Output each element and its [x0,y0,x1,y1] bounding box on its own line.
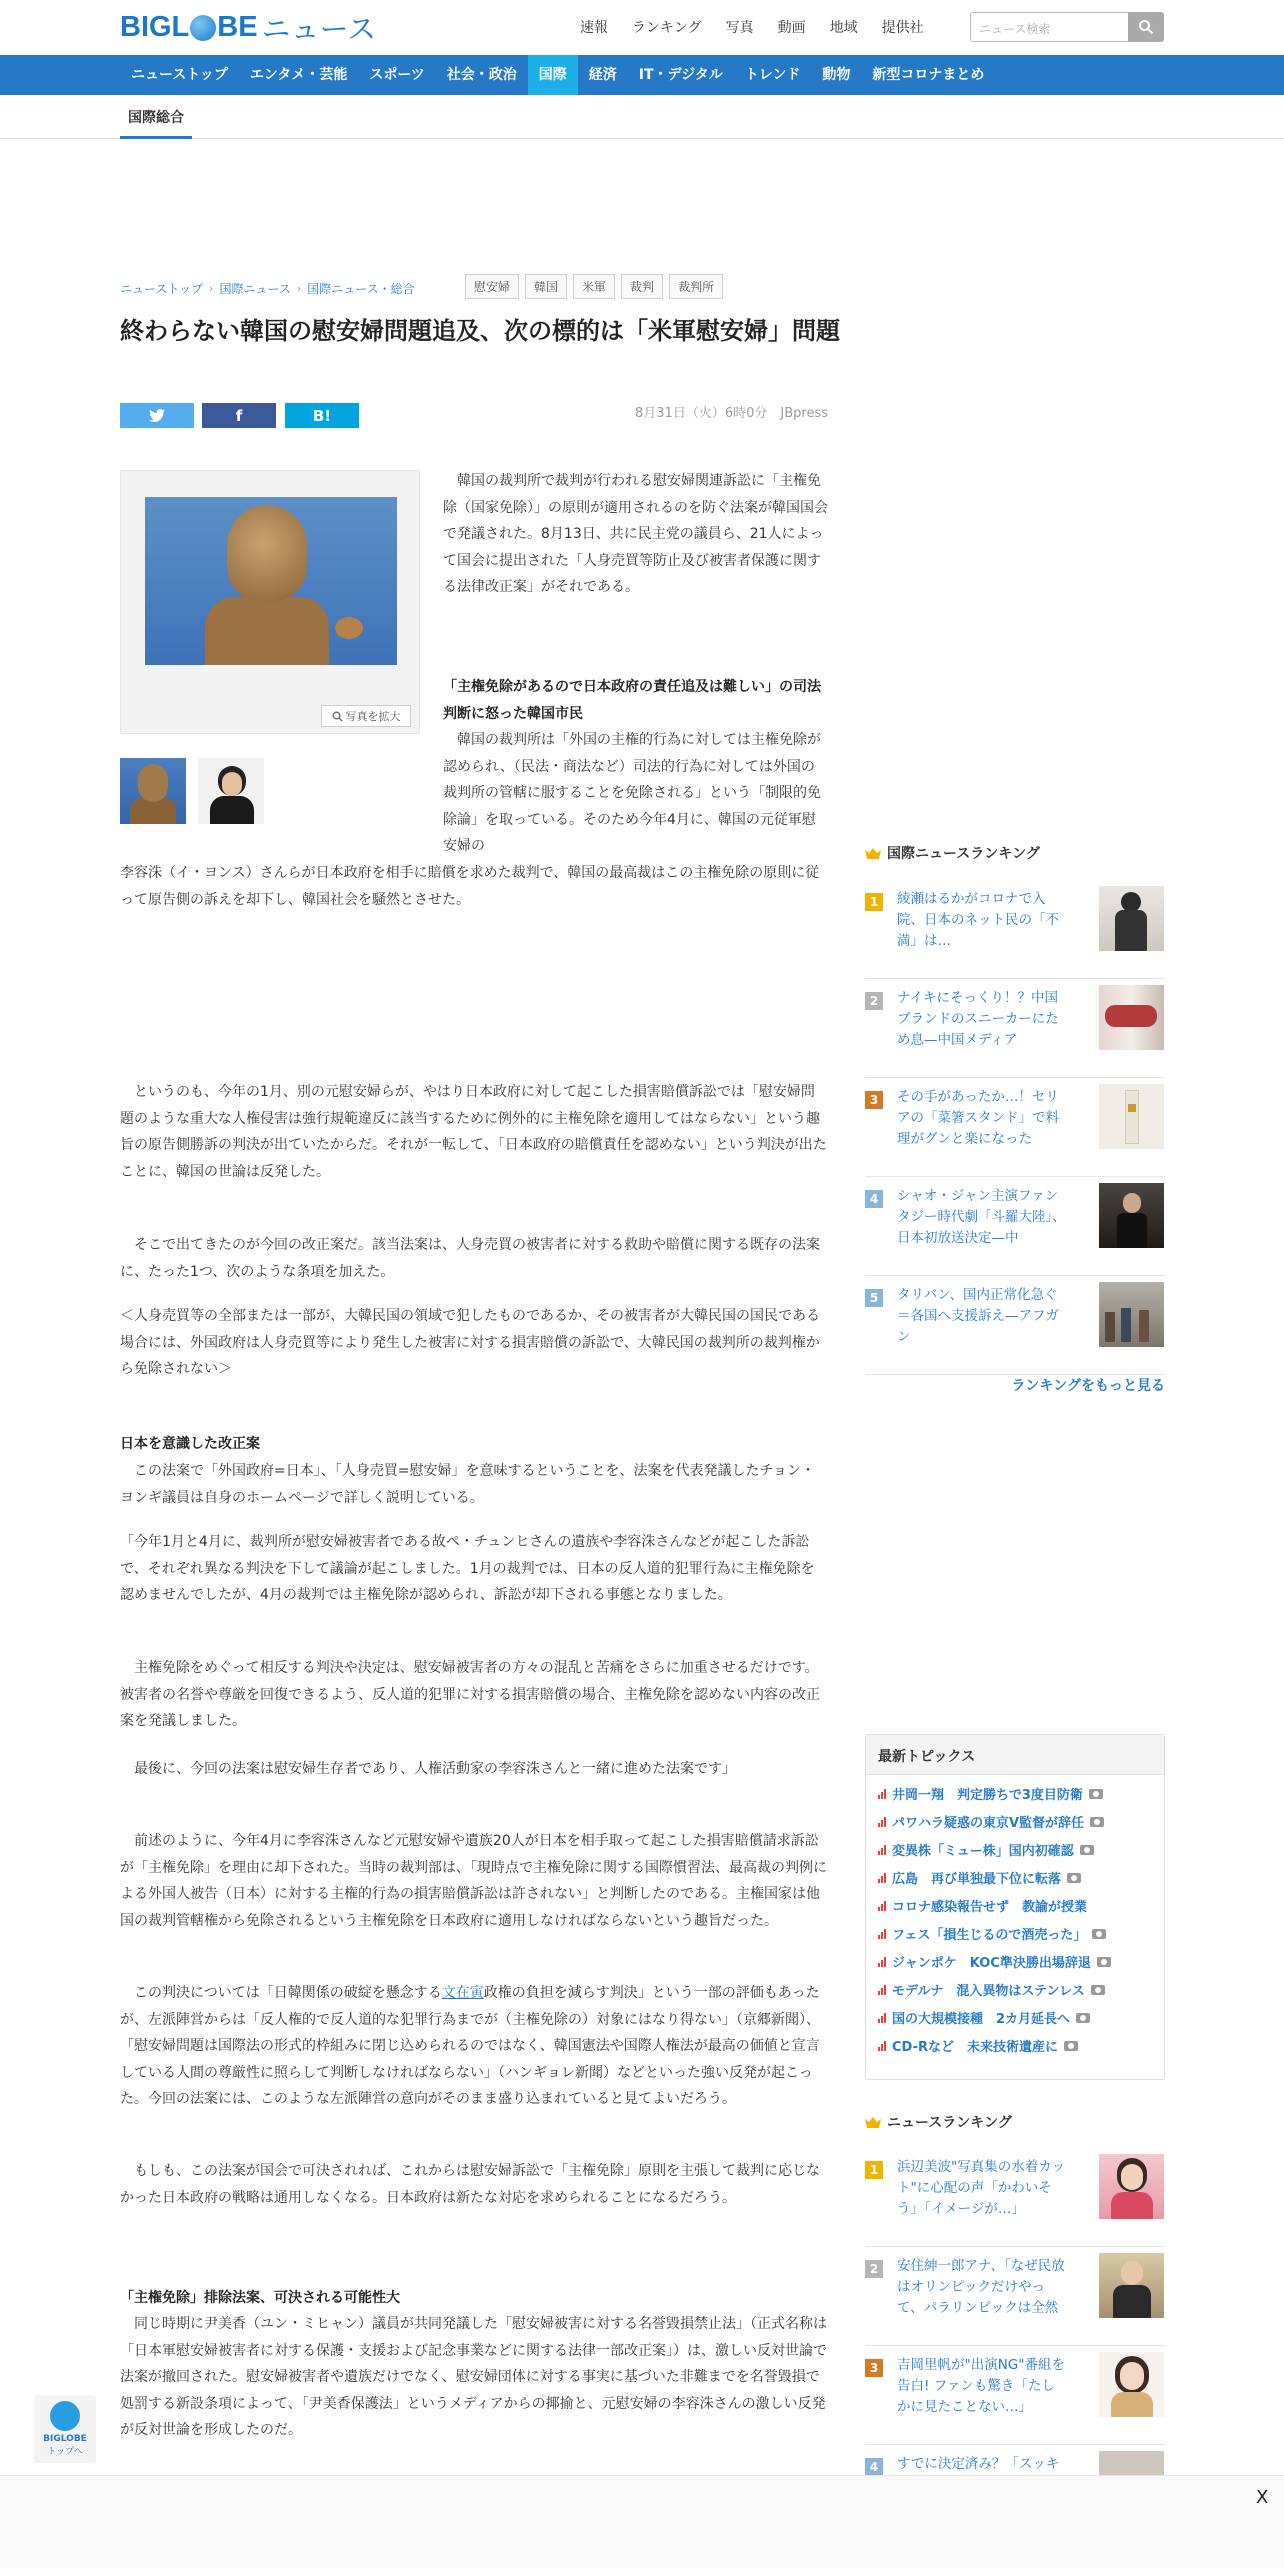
article-subheading: 日本を意識した改正案 [120,1436,260,1452]
search-icon [1138,19,1154,35]
topic-item[interactable] [878,1784,1103,1803]
bar-chart-icon [878,1985,886,1995]
topic-item[interactable] [878,1980,1105,1999]
header-links [580,17,948,37]
camera-icon [1097,1957,1111,1967]
photo-zoom-label: 写真を拡大 [345,710,401,723]
bottom-ad-overlay [0,2475,1284,2568]
topic-item[interactable] [878,1868,1081,1887]
nav-item-sports[interactable]: スポーツ [369,67,425,83]
rank-badge: 4 [865,2458,883,2476]
ranking-thumbnail[interactable] [1099,2154,1164,2219]
topic-title[interactable]: CD-Rなど 未来技術遺産に [892,2040,1058,2055]
ranking-thumbnail[interactable] [1099,2253,1164,2318]
photo-thumbnail-1[interactable] [120,758,186,824]
ranking-item-title[interactable]: 浜辺美波"写真集の水着カット"に心配の声「かわいそう」「イメージが…」 [897,2159,1066,2217]
nav-item-trend[interactable]: トレンド [744,67,801,83]
bar-chart-icon [878,1929,886,1939]
ranking-more-link[interactable]: ランキングをもっと見る [1011,1378,1165,1394]
ranking-item-title[interactable]: その手があったか…！セリアの「菜箸スタンド」で料理がグンと楽になった [897,1089,1059,1147]
article-paragraph: 李容洙（イ・ヨンス）さんらが日本政府を相手に賠償を求めた裁判で、韓国の最高裁はこの主権免除の原則に従って原告側の訴えを却下し、韓国社会を騒然とさせた。 [120,865,820,908]
camera-icon [1080,1845,1094,1855]
bar-chart-icon [878,1957,886,1967]
facebook-share-button[interactable]: f [202,403,276,428]
tag-item[interactable]: 米軍 [573,274,615,299]
logo-text-prefix: BIGL [120,10,190,43]
topic-title[interactable]: フェス「損生じるので酒売った」 [892,1928,1087,1943]
topic-item[interactable] [878,1840,1094,1859]
camera-icon [1089,1789,1103,1799]
biglobe-mascot-icon [50,2401,80,2431]
ranking-thumbnail[interactable] [1099,2352,1164,2417]
nav-item-society[interactable]: 社会・政治 [446,67,517,83]
nav-item-it[interactable]: IT・デジタル [638,67,723,83]
header-link-sokuho[interactable]: 速報 [580,20,608,36]
breadcrumb-news-top[interactable]: ニューストップ [120,282,204,296]
article-subheading: 「主権免除」排除法案、可決される可能性大 [120,2290,400,2306]
intl-ranking-title [865,843,1040,863]
bar-chart-icon [878,1845,886,1855]
to-top-button[interactable] [34,2395,96,2463]
camera-icon [1076,2013,1090,2023]
tag-item[interactable]: 裁判所 [669,274,723,299]
article-photo-box [120,470,420,734]
rank-badge: 2 [865,992,883,1010]
latest-topics-title: 最新トピックス [866,1735,1164,1775]
article-photo[interactable] [145,497,397,665]
topic-item[interactable] [878,2036,1078,2055]
rank-badge: 1 [865,893,883,911]
tag-item[interactable]: 慰安婦 [465,274,519,299]
topic-item[interactable] [878,1924,1106,1943]
article-source[interactable]: JBpress [780,406,828,421]
rank-badge: 1 [865,2161,883,2179]
article-paragraph: 主権免除をめぐって相反する判決や決定は、慰安婦被害者の方々の混乱と苦痛をさらに加重させるだけです。被害者の名誉や尊厳を回復できるよう、反人道的犯罪に対する損害賠償の場合、主権免除を認めない内容の改正案を発議しました。 [120,1660,820,1730]
photo-zoom-button[interactable] [321,705,411,727]
topic-title[interactable]: 井岡一翔 判定勝ちで3度目防衛 [892,1788,1083,1803]
to-top-label-2: トップへ [47,2447,83,2457]
bar-chart-icon [878,2013,886,2023]
ranking-thumbnail[interactable] [1099,1183,1164,1248]
rank-badge: 2 [865,2260,883,2278]
ranking-item[interactable] [865,1177,1165,1276]
bar-chart-icon [878,1901,886,1911]
ranking-item[interactable] [865,880,1165,979]
ranking-item[interactable] [865,2346,1165,2445]
subnav-item-international-general[interactable]: 国際総合 [120,102,192,139]
intl-ranking-title-text: 国際ニュースランキング [887,846,1040,862]
rank-badge: 3 [865,2359,883,2377]
header-link-photo[interactable]: 写真 [725,20,754,36]
biglobe-logo[interactable] [120,10,376,44]
bar-chart-icon [878,2041,886,2051]
rank-badge: 3 [865,1091,883,1109]
breadcrumb-international-general[interactable]: 国際ニュース・総合 [307,282,415,296]
topic-title[interactable]: コロナ感染報告せず 教諭が授業 [892,1900,1088,1915]
breadcrumb-international[interactable]: 国際ニュース [219,282,291,296]
latest-topics-box [865,1734,1165,2080]
bar-chart-icon [878,1817,886,1827]
logo-text-suffix: BE [217,10,258,43]
category-nav [0,55,1284,95]
topic-title[interactable]: ジャンポケ KOC準決勝出場辞退 [892,1956,1091,1971]
text-span: 政権の負担を減らす判決」という一部の評価もあったが、左派陣営からは「反人権的で反人道的な犯罪行為までが（主権免除の）対象にはなり得ない」（京郷新聞）、「慰安婦問題は国際法の形式的枠組みに閉じ込められるのではなく、韓国憲法や国際人権法が最高の価値と宣言している人間の尊厳性に照らして判断しなければならない」（ハンギョレ新聞）などといった強い反発が起こった。今回の法案には、このような左派陣営の意向がそのまま盛り込まれていると見てよいだろう。 [120,1985,820,2108]
photo-thumbnail-2[interactable] [198,758,264,824]
close-overlay-button[interactable]: X [1256,2487,1269,2508]
bird-figure [335,617,363,639]
magnifier-icon [332,711,343,722]
rank-badge: 4 [865,1190,883,1208]
ranking-thumbnail[interactable] [1099,886,1164,951]
sub-nav [0,95,1284,139]
ranking-item[interactable] [865,1078,1165,1177]
topic-title[interactable]: パワハラ疑惑の東京V監督が辞任 [892,1816,1085,1831]
article-paragraph: 韓国の裁判所は「外国の主権的行為に対しては主権免除が認められ、（民法・商法など）司法的行為に対しては外国の裁判所の管轄に服することを免除される」という「制限的免除論」を取っている。そのため今年4月に、韓国の元従軍慰安婦の [443,732,821,855]
bar-chart-icon [878,1873,886,1883]
chevron-right-icon: › [296,282,302,295]
breadcrumb [120,280,415,297]
search-button[interactable] [1128,12,1164,42]
header-link-providers[interactable]: 提供社 [881,20,924,36]
topic-title[interactable]: 変異株「ミュー株」国内初確認 [892,1844,1074,1859]
article-title: 終わらない韓国の慰安婦問題追及、次の標的は「米軍慰安婦」問題 [120,317,840,345]
globe-icon [190,15,216,41]
news-ranking-title [865,2112,1012,2132]
crown-icon [865,2116,881,2128]
header-link-video[interactable]: 動画 [777,20,806,36]
article-quote: ＜人身売買等の全部または一部が、大韓民国の領域で犯したものであるか、その被害者が大韓民国の国民である場合には、外国政府は人身売買等により発生した被害に対する損害賠償の訴訟で、大韓民国の裁判所の裁判権から免除されない＞ [120,1308,820,1378]
statue-body [205,597,329,665]
ranking-item-title[interactable]: 安住紳一郎アナ、「なぜ民放はオリンピックだけやって、パラリンピックは全然 [897,2258,1065,2316]
chevron-right-icon: › [209,282,214,295]
camera-icon [1090,1817,1104,1827]
nav-item-entertainment[interactable]: エンタメ・芸能 [249,67,348,83]
publish-date: 8月31日（火）6時0分 [635,406,768,421]
site-header [0,0,1284,55]
ranking-item[interactable] [865,2148,1165,2247]
nav-item-economy[interactable]: 経済 [588,67,617,83]
ranking-item-title[interactable]: 吉岡里帆が"出演NG"番組を告白! ファンも驚き「たしかに見たことない…」 [897,2357,1065,2415]
bar-chart-icon [878,1789,886,1799]
news-ranking-title-text: ニュースランキング [887,2115,1012,2131]
article-paragraph: もしも、この法案が国会で可決されれば、これからは慰安婦訴訟で「主権免除」原則を主張して裁判に応じなかった日本政府の戦略は通用しなくなる。日本政府は新たな対応を求められることになるだろう。 [120,2163,820,2206]
topic-item[interactable] [878,1952,1111,1971]
topic-item[interactable] [878,2008,1090,2027]
ranking-thumbnail[interactable] [1099,985,1164,1050]
statue-head [227,505,307,601]
tag-item[interactable]: 韓国 [525,274,567,299]
camera-icon [1067,1873,1081,1883]
ranking-thumbnail[interactable] [1099,1084,1164,1149]
topic-title[interactable]: モデルナ 混入異物はステンレス [892,1984,1085,1999]
to-top-label-1: BIGLOBE [43,2434,87,2444]
twitter-share-button[interactable] [120,403,194,428]
camera-icon [1092,1929,1106,1939]
ranking-item-title[interactable]: ナイキにそっくり！？中国ブランドのスニーカーにため息—中国メディア [897,990,1059,1048]
article-paragraph: この法案で「外国政府=日本」、「人身売買=慰安婦」を意味するということを、法案を代表発議したチョン・ヨンギ議員は自身のホームページで詳しく説明している。 [120,1463,816,1506]
article-paragraph: 韓国の裁判所で裁判が行われる慰安婦関連訴訟に「主権免除（国家免除）」の原則が適用されるのを防ぐ法案が韓国国会で発議された。8月13日、共に民主党の議員ら、21人によって国会に提出された「人身売買等防止及び被害者保護に関する法律改正案」がそれである。 [443,473,828,596]
ranking-thumbnail[interactable] [1099,1282,1164,1347]
article-paragraph: 「今年1月と4月に、裁判所が慰安婦被害者である故ペ・チュンヒさんの遺族や李容洙さんなどが起こした訴訟で、それぞれ異なる判決を下して議論が起こしました。1月の裁判では、日本の反人道的犯罪行為に主権免除を認めませんでしたが、4月の裁判では主権免除が認められ、訴訟が却下される事態となりました。 [120,1534,815,1604]
topic-item[interactable] [878,1812,1104,1831]
ranking-item[interactable] [865,1276,1165,1375]
camera-icon [1064,2041,1078,2051]
header-link-ranking[interactable]: ランキング [632,20,702,36]
ranking-item[interactable] [865,2247,1165,2346]
camera-icon [1091,1985,1105,1995]
nav-item-top[interactable]: ニューストップ [131,67,228,83]
article-paragraph: というのも、今年の1月、別の元慰安婦らが、やはり日本政府に対して起こした損害賠償訴訟では「慰安婦問題のような重大な人権侵害は強行規範違反に該当するために例外的に主権免除を適用してはならない」という趣旨の原告側勝訴の判決が出ていたからだ。それが一転して、「日本政府の賠償責任を認めない」という判決が出たことに、韓国の世論は反発した。 [120,1084,827,1180]
ranking-item[interactable] [865,979,1165,1078]
topic-title[interactable]: 国の大規模接種 2カ月延長へ [892,2012,1071,2027]
twitter-icon [149,409,165,422]
hatena-bookmark-button[interactable]: B! [285,403,359,428]
nav-item-animals[interactable]: 動物 [822,67,851,83]
moon-jae-in-link[interactable]: 文在寅 [441,1985,484,2001]
logo-news-text: ニュース [261,11,377,46]
ranking-item-title[interactable]: シャオ・ジャン主演ファンタジー時代劇「斗羅大陸」、日本初放送決定—中 [897,1188,1066,1246]
search-input[interactable]: ニュース検索 [970,12,1130,42]
article-date [600,402,828,421]
tag-item[interactable]: 裁判 [621,274,663,299]
article-paragraph: 最後に、今回の法案は慰安婦生存者であり、人権活動家の李容洙さんと一緒に進めた法案です」 [134,1761,736,1777]
crown-icon [865,847,881,859]
article-paragraph: そこで出てきたのが今回の改正案だ。該当法案は、人身売買の被害者に対する救助や賠償に関する既存の法案に、たった1つ、次のような条項を加えた。 [120,1237,820,1280]
article-subheading: 「主権免除があるので日本政府の責任追及は難しい」の司法判断に怒った韓国市民 [443,679,821,722]
topic-item[interactable] [878,1896,1087,1915]
nav-item-covid[interactable]: 新型コロナまとめ [872,67,985,83]
ranking-item-title[interactable]: すでに決定済み？「スッキ [897,2456,1060,2472]
text-span: この判決については「日韓関係の破綻を懸念する [134,1985,442,2001]
rank-badge: 5 [865,1289,883,1307]
ranking-item-title[interactable]: 綾瀬はるかがコロナで入院、日本のネット民の「不満」は… [897,891,1059,949]
topic-title[interactable]: 広島 再び単独最下位に転落 [892,1872,1062,1887]
tag-list [465,274,723,299]
article-paragraph [120,1980,828,2113]
ranking-item-title[interactable]: タリバン、国内正常化急ぐ＝各国へ支援訴え—アフガン [897,1287,1059,1345]
header-link-region[interactable]: 地域 [829,20,858,36]
article-paragraph: 同じ時期に尹美香（ユン・ミヒャン）議員が共同発議した「慰安婦被害に対する名誉毀損禁止法」（正式名称は「日本軍慰安婦被害者に対する保護・支援および記念事業などに関する法律一部改正案」）は、激しい反対世論で法案が撤回された。慰安婦被害者や遺族だけでなく、慰安婦団体に対する事実に基づいた非難までを名誉毀損で処罰する新設条項によって、「尹美香保護法」というメディアからの揶揄と、元慰安婦の李容洙さんの激しい反発が反対世論を形成したのだ。 [120,2316,827,2439]
article-paragraph: 前述のように、今年4月に李容洙さんなど元慰安婦や遺族20人が日本を相手取って起こした損害賠償請求訴訟が「主権免除」を理由に却下された。当時の裁判部は、「現時点で主権免除に関する国際慣習法、最高裁の判例による外国人被告（日本）に対する主権的行為の損害賠償訴訟は許されない」と判断したのである。主権国家は他国の裁判管轄権から免除されるという主権免除を日本政府に適用しなければならないという趣旨だった。 [120,1833,827,1929]
nav-item-international[interactable]: 国際 [528,55,578,95]
